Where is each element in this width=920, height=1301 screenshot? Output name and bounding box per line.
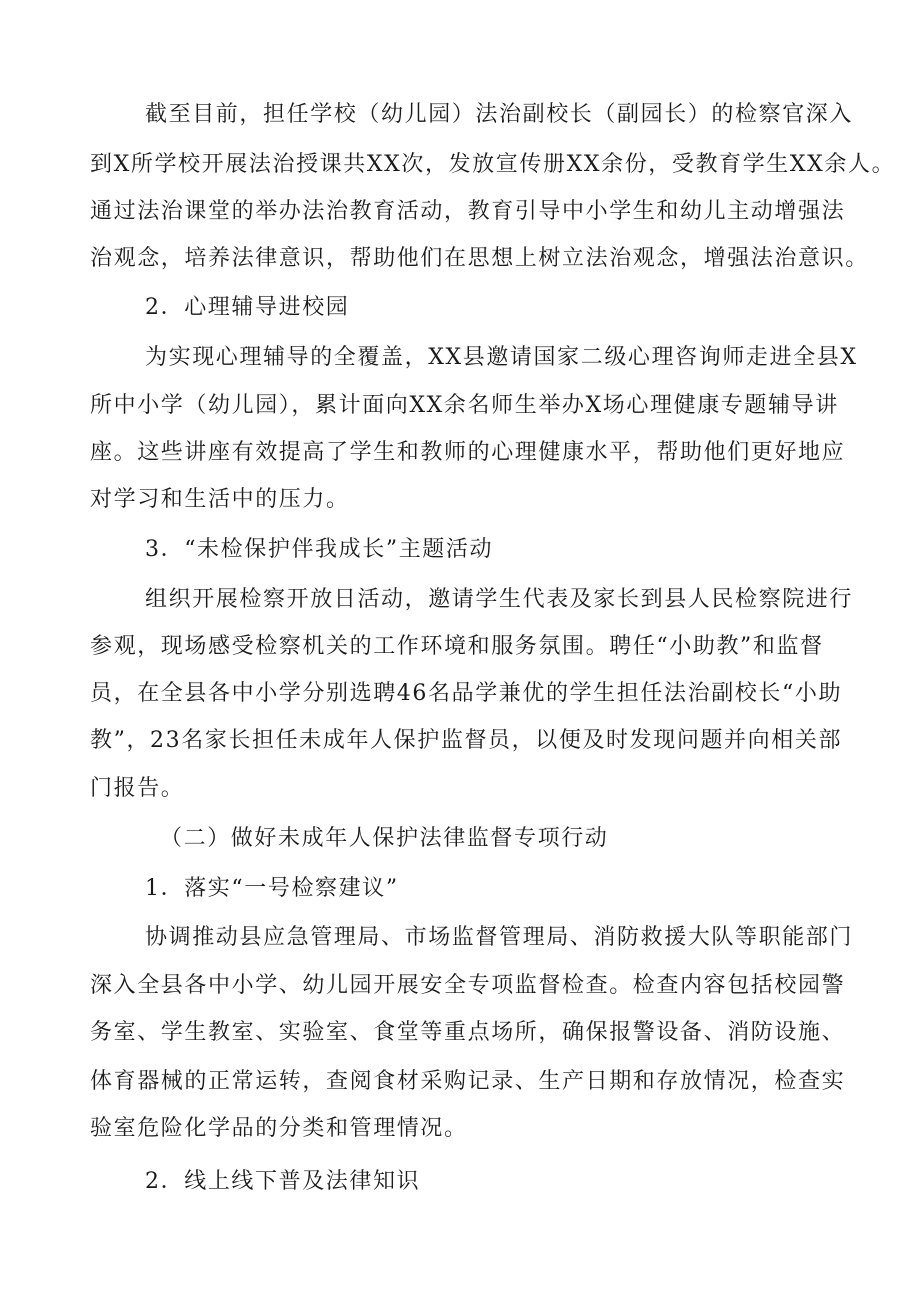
text-line: 体育器械的正常运转，查阅食材采购记录、生产日期和存放情况，检查实: [90, 1069, 846, 1094]
text-line: 所中小学（幼儿园），累计面向XX余名师生举办X场心理健康专题辅导讲: [90, 393, 839, 418]
text-line: 治观念，培养法律意识，帮助他们在思想上树立法治观念，增强法治意识。: [90, 246, 869, 271]
text-line: 门报告。: [90, 776, 185, 801]
heading-psychological-counseling: 2．心理辅导进校园: [145, 295, 350, 320]
heading-theme-activity: 3．“未检保护伴我成长”主题活动: [145, 537, 494, 562]
heading-law-popularization: 2．线上线下普及法律知识: [145, 1169, 421, 1194]
text-line: 截至目前，担任学校（幼儿园）法治副校长（副园长）的检察官深入: [145, 102, 854, 127]
section-heading-legal-supervision: （二）做好未成年人保护法律监督专项行动: [160, 826, 609, 851]
text-line: 通过法治课堂的举办法治教育活动，教育引导中小学生和幼儿主动增强法: [90, 199, 846, 224]
text-line: 协调推动县应急管理局、市场监督管理局、消防救援大队等职能部门: [145, 925, 854, 950]
text-line: 务室、学生教室、实验室、食堂等重点场所，确保报警设备、消防设施、: [90, 1020, 846, 1045]
text-line: 深入全县各中小学、幼儿园开展安全专项监督检查。检查内容包括校园警: [90, 973, 846, 998]
text-line: 教”，23名家长担任未成年人保护监督员，以便及时发现问题并向相关部: [90, 728, 843, 753]
text-line: 座。这些讲座有效提高了学生和教师的心理健康水平，帮助他们更好地应: [90, 440, 846, 465]
heading-procuratorial-suggestion: 1．落实“一号检察建议”: [145, 876, 399, 901]
text-line: 员，在全县各中小学分别选聘46名品学兼优的学生担任法治副校长“小助: [90, 681, 843, 706]
text-line: 参观，现场感受检察机关的工作环境和服务氛围。聘任“小助教”和监督: [90, 634, 824, 659]
text-line: 到X所学校开展法治授课共XX次，发放宣传册XX余份，受教育学生XX余人。: [90, 152, 896, 177]
text-line: 验室危险化学品的分类和管理情况。: [90, 1116, 468, 1141]
text-line: 为实现心理辅导的全覆盖，XX县邀请国家二级心理咨询师走进全县X: [145, 345, 858, 370]
text-line: 组织开展检察开放日活动，邀请学生代表及家长到县人民检察院进行: [145, 587, 854, 612]
text-line: 对学习和生活中的压力。: [90, 487, 350, 512]
